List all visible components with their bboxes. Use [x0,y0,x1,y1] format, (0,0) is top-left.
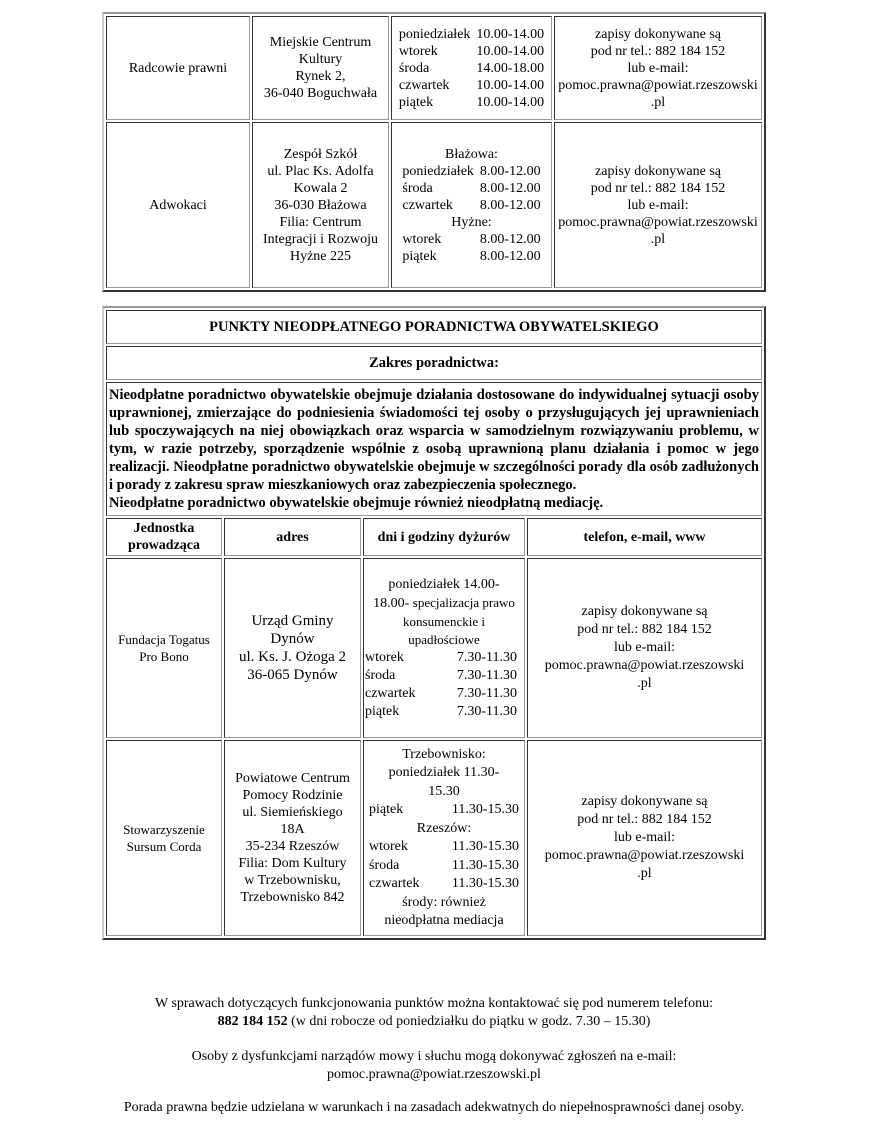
schedule-row: wtorek 10.00-14.00 [398,43,545,59]
footer-phone: 882 184 152 [217,1014,288,1029]
address-line: Rynek 2, [295,69,346,84]
unit-cell [106,558,222,738]
schedule-monday: poniedziałek 11.30- [388,765,500,780]
schedule-location: Błażowa: [445,146,498,162]
unit-cell: Radcowie prawni [106,16,250,120]
contact-line: zapisy dokonywane są [581,794,708,809]
footer-text: Osoby z dysfunkcjami narządów mowy i słuchu mogą dokonywać zgłoszeń na e-mail: [191,1049,677,1064]
address-line: Hyżne 225 [289,248,352,264]
schedule-row: czwartek 11.30-15.30 [369,876,519,891]
address-line: Dynów [270,631,315,647]
contact-email-link[interactable]: pomoc.prawna@powiat.rzeszowski [558,214,758,230]
header-row [106,518,762,556]
address-line: w Trzebownisku, [244,873,341,888]
schedule-cell [363,740,525,936]
contact-cell [527,740,762,936]
scope-heading: Zakres poradnictwa: [106,346,762,380]
specialization-note: konsumenckie i [403,613,485,629]
column-header: Jednostka prowadząca [106,518,222,556]
address-cell [252,122,389,288]
contact-email-link[interactable]: pomoc.prawna@powiat.rzeszowski [544,848,745,863]
contact-cell [554,16,762,120]
contact-phone: pod nr tel.: 882 184 152 [590,43,726,59]
address-line: Zespół Szkół [283,146,358,162]
footer-accessibility [102,1048,766,1084]
schedule-row: wtorek 11.30-15.30 [369,839,519,854]
contact-email-link[interactable]: pomoc.prawna@powiat.rzeszowski [544,658,745,673]
unit-line: Pro Bono [139,649,189,664]
schedule-location: Rzeszów: [416,820,472,836]
unit-line: Fundacja Togatus [118,632,210,647]
footer-text: Porada prawna będzie udzielana w warunkach i na zasadach adekwatnych do niepełnosprawności danej osoby. [123,1100,745,1115]
table-row [106,122,762,288]
schedule-row: środa 7.30-11.30 [365,667,517,683]
schedule-row: wtorek 8.00-12.00 [402,231,541,247]
contact-line: lub e-mail: [627,197,689,213]
schedule-row: poniedziałek 8.00-12.00 [402,163,541,179]
address-line: Kultury [298,52,343,67]
mediation-note: środy: również [402,894,486,910]
schedule-row: środa 14.00-18.00 [398,60,545,76]
contact-email-link[interactable]: .pl [637,676,652,691]
address-line: 36-040 Boguchwała [263,86,378,101]
unit-cell [106,740,222,936]
schedule-cell [391,16,552,120]
address-line: ul. Ks. J. Ożoga 2 [238,649,347,665]
mediation-note: nieodpłatna mediacja [384,913,504,928]
contact-phone: pod nr tel.: 882 184 152 [590,180,726,196]
table-row [106,740,762,936]
contact-email-link[interactable]: .pl [650,231,666,247]
schedule-row: środa 8.00-12.00 [402,180,541,196]
contact-cell [527,558,762,738]
address-cell [224,740,361,936]
address-line: 36-065 Dynów [247,667,338,683]
specialization-note: upadłościowe [408,631,480,647]
schedule-row: piątek 10.00-14.00 [398,94,545,110]
schedule-row: wtorek 7.30-11.30 [365,649,517,665]
address-cell [224,558,361,738]
schedule-row: piątek 7.30-11.30 [365,703,517,719]
footer-note [102,1099,766,1117]
schedule-location: Trzebownisko: [402,746,486,762]
schedule-row: poniedziałek 10.00-14.00 [398,26,545,42]
footer-contact [102,995,766,1031]
footer-email-link[interactable]: pomoc.prawna@powiat.rzeszowski.pl [327,1067,541,1082]
schedule [399,26,544,111]
table-row [106,558,762,738]
column-header: telefon, e-mail, www [527,518,762,556]
table-row [106,16,762,120]
address-line: ul. Plac Ks. Adolfa [267,163,374,179]
address-cell [252,16,389,120]
schedule-location: Hyżne: [451,214,492,230]
schedule-row: środa 11.30-15.30 [369,857,519,873]
contact-email-link[interactable]: .pl [650,94,666,110]
contact-line: lub e-mail: [627,60,689,76]
schedule-row: piątek 8.00-12.00 [402,248,541,264]
contact-cell [554,122,762,288]
address-line: Kowala 2 [293,180,348,196]
scope-text-row [106,382,762,516]
address-line: Filia: Centrum [279,214,362,230]
contact-email-link[interactable]: pomoc.prawna@powiat.rzeszowski [558,77,758,93]
contact-phone: pod nr tel.: 882 184 152 [577,622,712,637]
contact-line: lub e-mail: [613,830,676,845]
section-title: PUNKTY NIEODPŁATNEGO PORADNICTWA OBYWATELSKIEGO [106,310,762,344]
address-line: Miejskie Centrum [269,35,372,50]
contact-line: lub e-mail: [613,640,676,655]
address-line: 35-234 Rzeszów [245,839,340,854]
schedule [369,746,519,931]
schedule-row: czwartek 10.00-14.00 [398,77,545,93]
unit-line: Stowarzyszenie [123,822,205,837]
scope-heading-row [106,346,762,380]
address-line: Filia: Dom Kultury [238,856,347,871]
schedule-monday: 15.30 [428,783,460,799]
contact-line: zapisy dokonywane są [581,604,708,619]
contact-line: zapisy dokonywane są [595,26,721,42]
contact-line: zapisy dokonywane są [595,163,721,179]
legal-aid-table [102,12,766,292]
address-line: Powiatowe Centrum [235,771,350,786]
schedule-row: piątek 11.30-15.30 [369,802,519,817]
address-line: Trzebownisko 842 [240,890,345,905]
schedule-monday: 18.00- specjalizacja prawo [373,594,515,611]
footer-phone-line: 882 184 152 (w dni robocze od poniedziałku do piątku w godz. 7.30 – 15.30) [217,1014,651,1029]
unit-cell: Adwokaci [106,122,250,288]
schedule-row: czwartek 8.00-12.00 [402,197,541,213]
scope-paragraph: Nieodpłatne poradnictwo obywatelskie obejmuje działania dostosowane do indywidualnej sytuacji osoby uprawnionej, zmierzające do podniesienia świadomości tej osoby o przysługujących jej uprawnieniach lub spoczywających na niej obowiązkach oraz wsparcia w samodzielnym rozwiązywaniu problemu, w tym, w razie potrzeby, sporządzenie wspólnie z osobą uprawnioną planu działania i pomoc w jego realizacji. Nieodpłatne poradnictwo obywatelskie obejmuje w szczególności porady dla osób zadłużonych i porady z zakresu spraw mieszkaniowych oraz zabezpieczenia społecznego. [109,387,759,493]
address-line: 36-030 Błażowa [274,197,367,213]
scope-paragraph: Nieodpłatne poradnictwo obywatelskie obejmuje również nieodpłatną mediację. [109,495,604,511]
address-line: Integracji i Rozwoju [262,231,379,247]
schedule [365,576,523,721]
schedule-row: czwartek 7.30-11.30 [365,685,517,701]
address-line: Urząd Gminy [251,613,334,629]
title-row [106,310,762,344]
contact-email-link[interactable]: .pl [637,866,652,881]
address-line: Pomocy Rodzinie [242,788,343,803]
unit-line: Sursum Corda [126,839,202,854]
address-line: ul. Siemieńskiego [242,805,343,820]
schedule-monday: poniedziałek 14.00- [388,576,500,592]
address-line: 18A [280,822,305,837]
contact-phone: pod nr tel.: 882 184 152 [577,812,712,827]
scope-text-cell [106,382,762,516]
schedule-cell [363,558,525,738]
column-header: adres [224,518,361,556]
civic-advice-table [102,306,766,940]
schedule-cell [391,122,552,288]
footer-text: W sprawach dotyczących funkcjonowania punktów można kontaktować się pod numerem telefonu: [154,996,713,1011]
schedule [402,146,540,265]
column-header: dni i godziny dyżurów [363,518,525,556]
